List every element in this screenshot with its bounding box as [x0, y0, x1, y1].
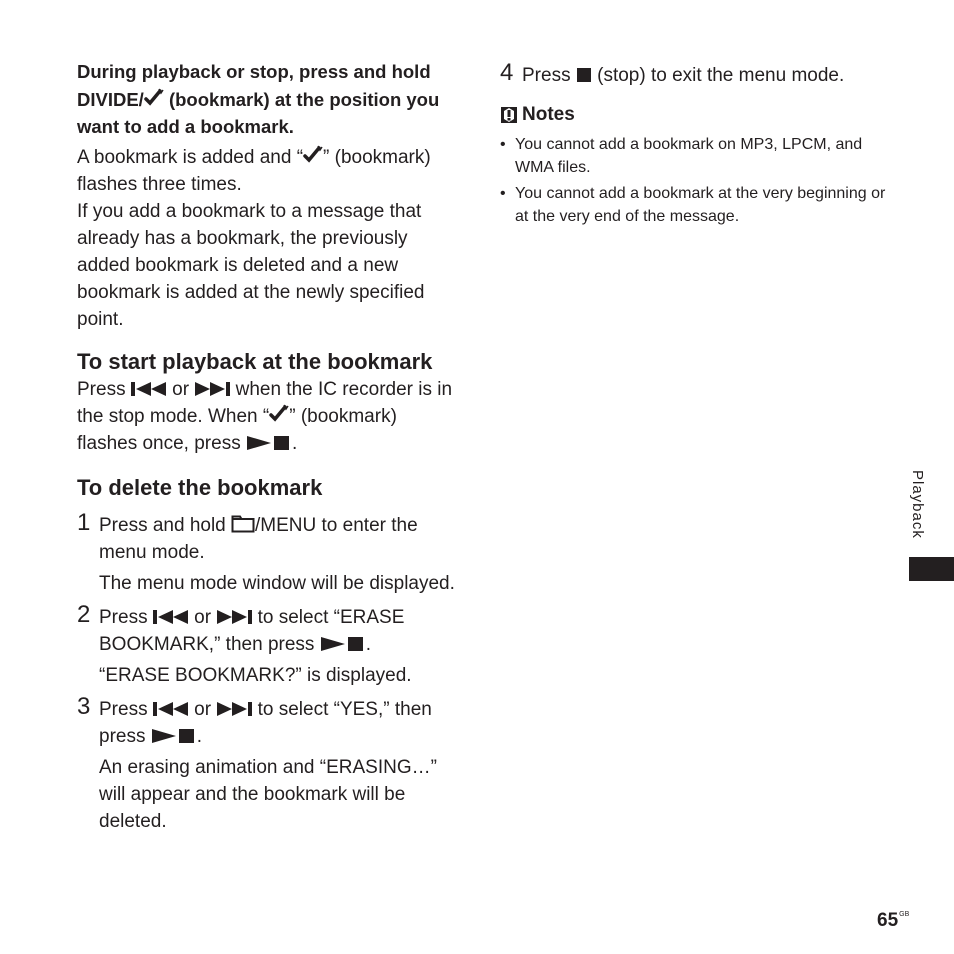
step-text: Press (stop) to exit the menu mode.	[522, 65, 845, 86]
step-note: The menu mode window will be displayed.	[99, 572, 455, 594]
start-section-body: Press or when the IC recorder is in the stop mode. When “ ” (bookmark) flashes once, press .	[77, 378, 453, 454]
intro-heading: During playback or stop, press and hold DIVIDE/ (bookmark) at the position you want to add a bookmark.	[77, 61, 440, 137]
bullet-icon: •	[500, 185, 506, 202]
step-number: 3	[77, 692, 91, 720]
start-section-heading: To start playback at the bookmark	[77, 348, 433, 374]
step-text: Press or to select “YES,” then press .	[99, 698, 432, 747]
step-number: 2	[77, 600, 91, 628]
previous-track-icon	[153, 701, 189, 717]
folder-icon	[231, 515, 255, 533]
previous-track-icon	[153, 609, 189, 625]
bookmark-icon	[144, 88, 164, 108]
bookmark-icon	[269, 404, 289, 424]
note-item: • You cannot add a bookmark on MP3, LPCM, and WMA files.	[500, 133, 900, 179]
step-note: “ERASE BOOKMARK?” is displayed.	[99, 664, 412, 686]
previous-track-icon	[131, 381, 167, 397]
bullet-icon: •	[500, 136, 506, 153]
play-stop-icon	[320, 636, 366, 652]
notes-heading: Notes	[500, 103, 900, 127]
intro-paragraph-1: A bookmark is added and “ ” (bookmark) flashes three times.	[77, 146, 431, 195]
play-stop-icon	[151, 728, 197, 744]
right-column	[500, 59, 900, 228]
step-text: Press or to select “ERASE BOOKMARK,” then press .	[99, 606, 405, 655]
delete-section-heading: To delete the bookmark	[77, 474, 323, 500]
note-item: • You cannot add a bookmark at the very beginning or at the very end of the message.	[500, 182, 900, 228]
left-column	[77, 58, 462, 835]
next-track-icon	[216, 701, 252, 717]
step-number: 4	[500, 59, 514, 86]
play-stop-icon	[246, 435, 292, 451]
step-text: Press and hold /MENU to enter the menu mode.	[99, 514, 418, 563]
intro-paragraph-2: If you add a bookmark to a message that already has a bookmark, the previously added bookmark is deleted and a new bookmark is added at the newly specified point.	[77, 200, 425, 330]
step-number: 1	[77, 508, 91, 536]
delete-step-3	[77, 692, 462, 835]
delete-step-1	[77, 508, 462, 597]
step-note: An erasing animation and “ERASING…” will appear and the bookmark will be deleted.	[99, 756, 437, 832]
section-tab-marker	[909, 557, 954, 581]
notes-list	[500, 133, 900, 228]
sidebar-section-label: Playback	[909, 470, 926, 539]
delete-step-2	[77, 600, 462, 689]
stop-icon	[576, 67, 592, 83]
next-track-icon	[216, 609, 252, 625]
note-icon	[500, 106, 518, 124]
next-track-icon	[194, 381, 230, 397]
page-number: $65^{GB}$	[877, 910, 910, 931]
step-4	[500, 59, 900, 89]
bookmark-icon	[303, 145, 323, 165]
